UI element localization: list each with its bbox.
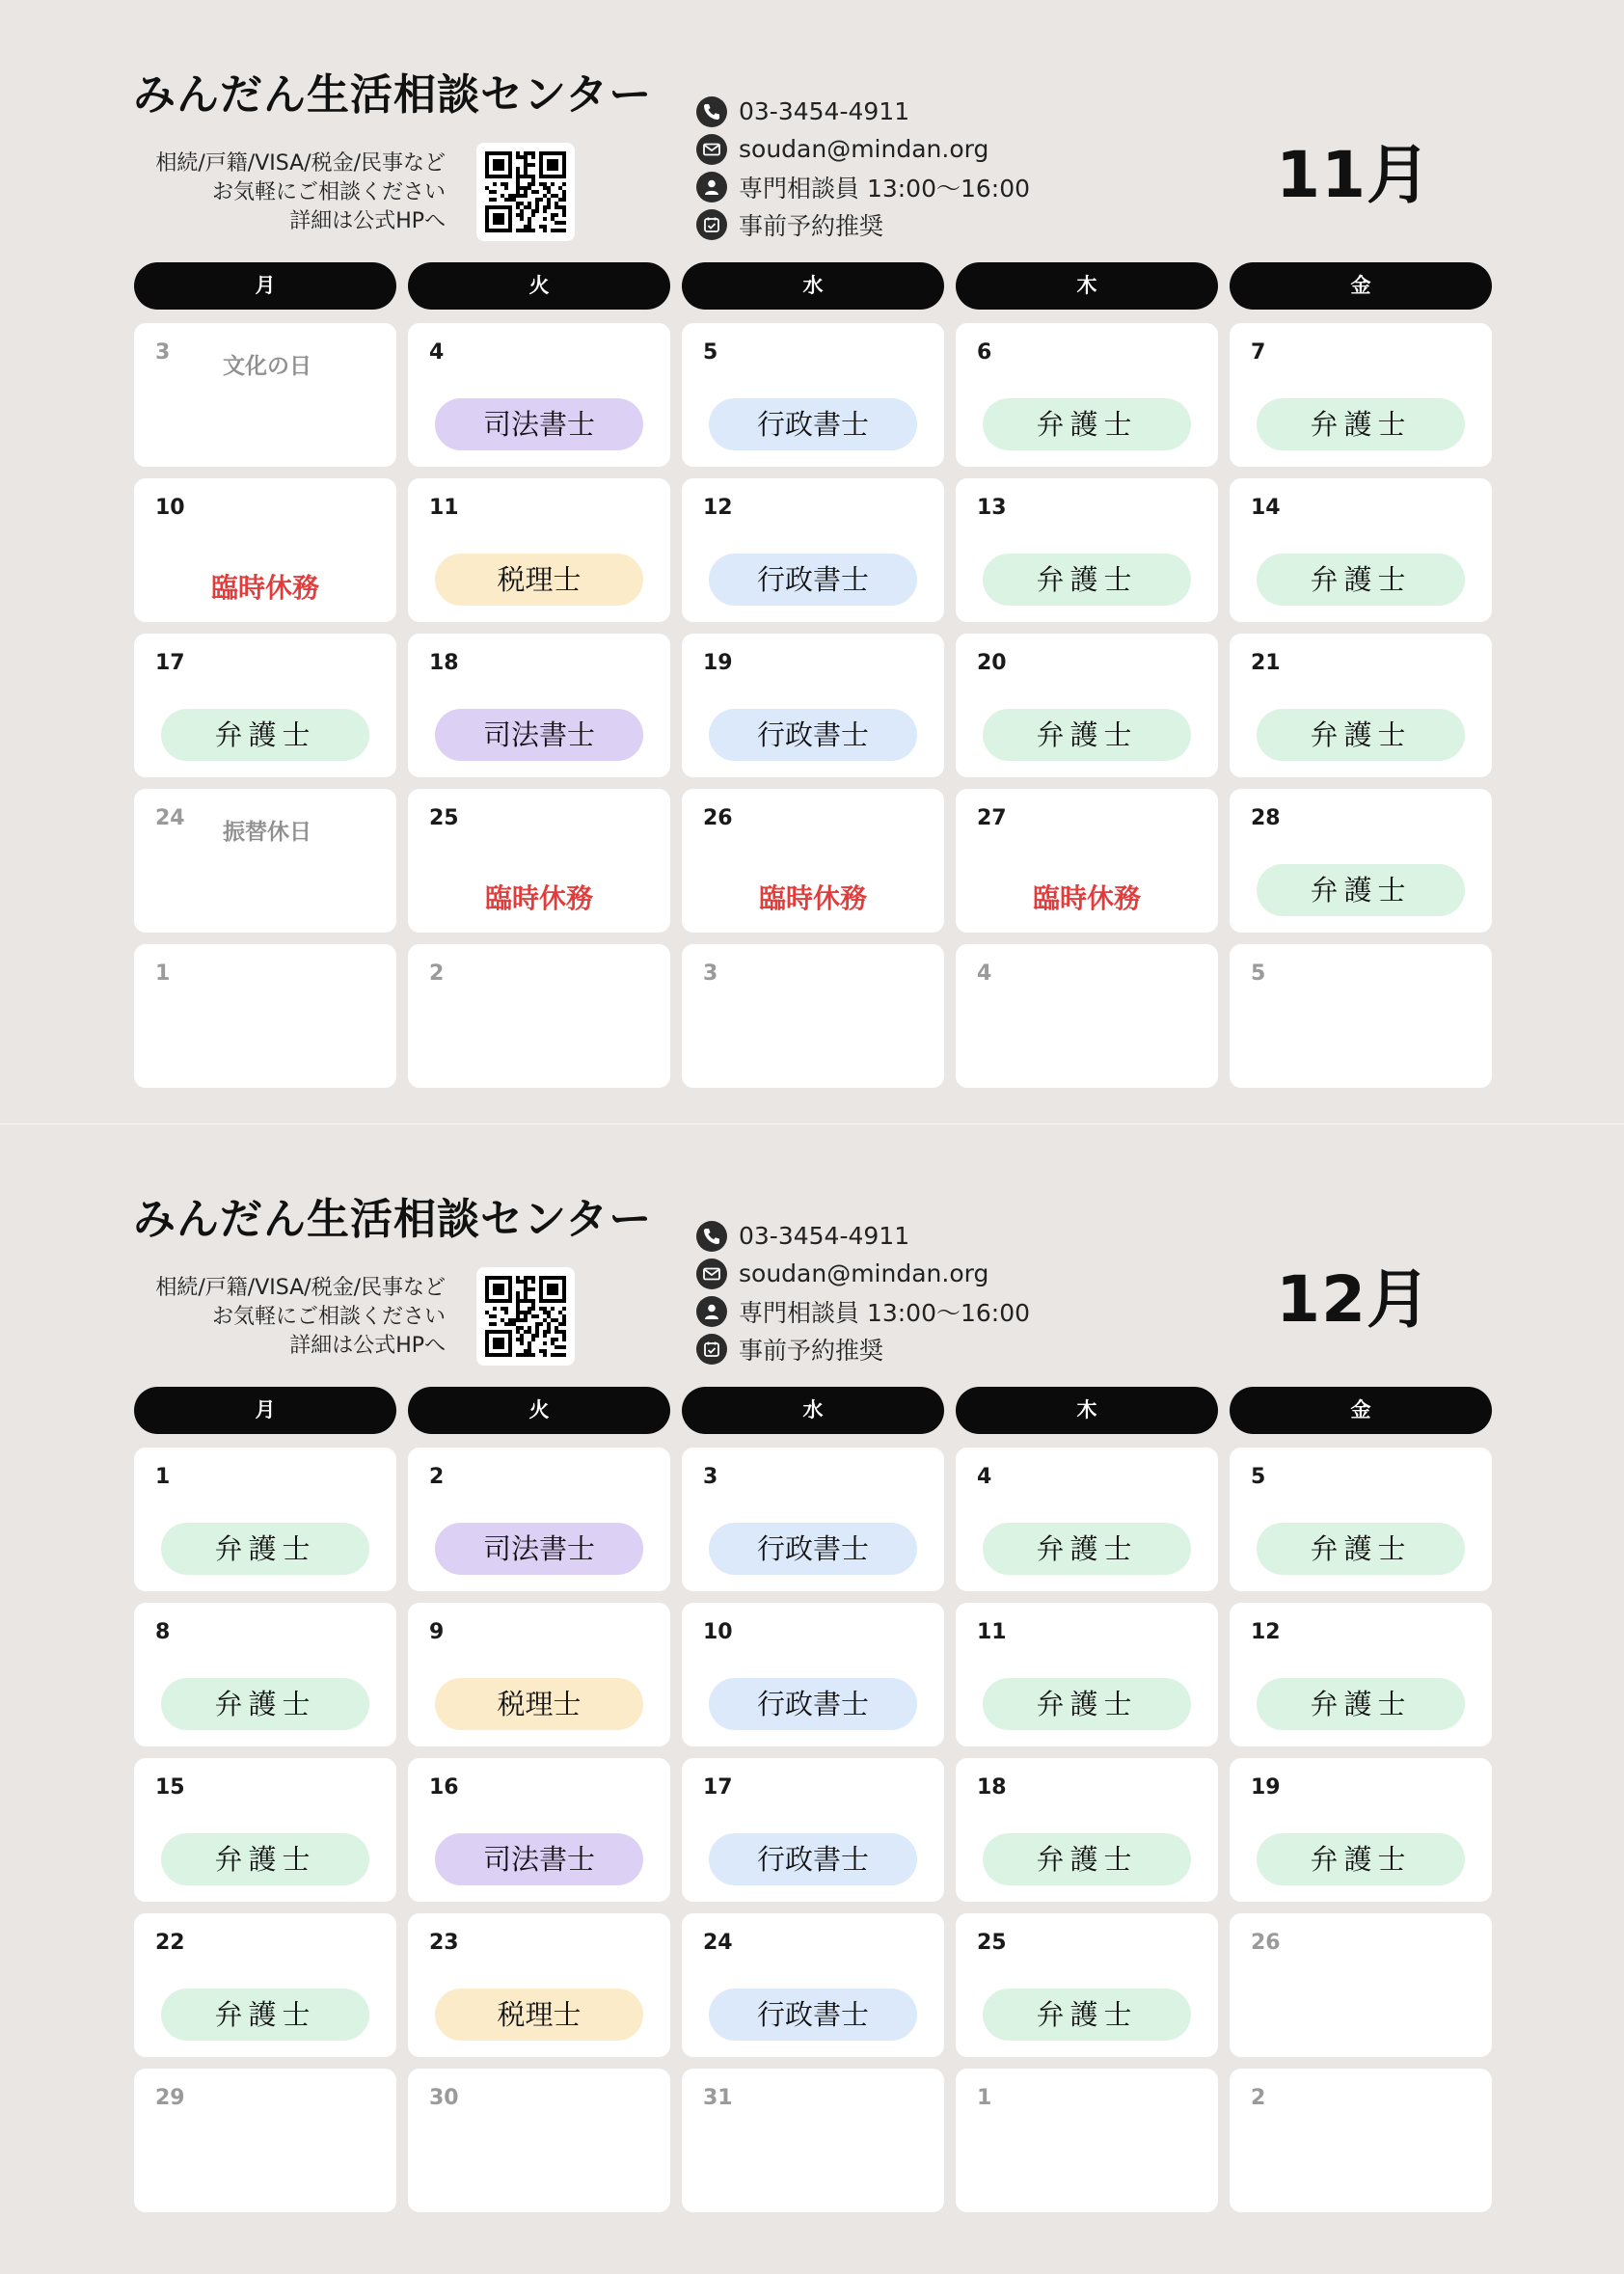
day-cell[interactable] — [682, 1913, 944, 2057]
email-address[interactable]: soudan@mindan.org — [739, 1259, 989, 1287]
day-cell[interactable] — [956, 478, 1218, 622]
day-number: 7 — [1251, 340, 1266, 365]
phone-icon — [696, 1221, 727, 1252]
page-title: みんだん生活相談センター — [133, 70, 653, 120]
day-cell[interactable] — [134, 323, 396, 467]
day-number: 17 — [703, 1775, 733, 1800]
consultant-badge: 司法書士 — [435, 1833, 643, 1885]
consultation-hours: 専門相談員 13:00～16:00 — [739, 1298, 1031, 1327]
qr-code[interactable] — [476, 143, 575, 241]
day-cell[interactable] — [408, 1758, 670, 1902]
day-number: 1 — [977, 2086, 992, 2110]
day-cell[interactable] — [682, 478, 944, 622]
calendar-panel — [0, 0, 1624, 1124]
day-number: 3 — [703, 961, 718, 986]
weekday-label: 金 — [1230, 262, 1492, 310]
mail-icon — [696, 134, 727, 165]
weekday-label: 火 — [408, 1387, 670, 1434]
day-cell[interactable] — [1230, 1758, 1492, 1902]
consultant-badge: 行政書士 — [709, 554, 917, 606]
day-number: 30 — [429, 2086, 459, 2110]
tagline-line: 相続/戸籍/VISA/税金/民事など — [155, 151, 446, 176]
tagline-line: 詳細は公式HPへ — [289, 1334, 446, 1358]
weekday-header — [134, 262, 1492, 310]
day-cell[interactable] — [1230, 789, 1492, 933]
closed-notice: 臨時休務 — [484, 882, 593, 914]
day-number: 2 — [1251, 2086, 1266, 2110]
day-cell[interactable] — [134, 2069, 396, 2212]
calendar-check-icon — [696, 209, 727, 240]
day-cell[interactable] — [1230, 1603, 1492, 1746]
consultant-badge: 弁護士 — [1257, 1833, 1465, 1885]
day-cell[interactable] — [1230, 1913, 1492, 2057]
weekday-label: 金 — [1230, 1387, 1492, 1434]
page-title: みんだん生活相談センター — [133, 1195, 653, 1244]
day-number: 23 — [429, 1931, 459, 1955]
day-number: 9 — [429, 1620, 445, 1644]
day-cell[interactable] — [408, 478, 670, 622]
consultant-badge: 弁護士 — [1257, 554, 1465, 606]
day-number: 28 — [1251, 806, 1281, 830]
contact-info — [696, 1217, 1030, 1367]
day-cell[interactable] — [134, 1448, 396, 1591]
day-cell[interactable] — [956, 1603, 1218, 1746]
closed-notice: 臨時休務 — [210, 572, 319, 604]
day-number: 21 — [1251, 651, 1281, 675]
phone-number-row — [696, 1217, 1030, 1255]
day-number: 1 — [155, 1465, 171, 1489]
day-number: 19 — [1251, 1775, 1281, 1800]
weekday-label: 木 — [956, 1387, 1218, 1434]
day-cell[interactable] — [956, 1758, 1218, 1902]
day-cell[interactable] — [408, 2069, 670, 2212]
consultant-badge: 行政書士 — [709, 398, 917, 450]
weekday-label: 月 — [134, 1387, 396, 1434]
phone-icon — [696, 96, 727, 127]
consultant-badge: 弁護士 — [983, 398, 1191, 450]
day-cell[interactable] — [408, 323, 670, 467]
qr-code[interactable] — [476, 1267, 575, 1366]
mail-icon — [696, 1259, 727, 1289]
calendar-panel — [0, 1124, 1624, 2249]
month-label: 11月 — [1276, 138, 1431, 212]
day-number: 20 — [977, 651, 1007, 675]
tagline-line: 相続/戸籍/VISA/税金/民事など — [155, 1276, 446, 1300]
day-cell[interactable] — [956, 789, 1218, 933]
day-cell[interactable] — [682, 1603, 944, 1746]
consultant-badge: 弁護士 — [161, 1833, 369, 1885]
day-number: 8 — [155, 1620, 171, 1644]
day-number: 6 — [977, 340, 992, 365]
weekday-label: 月 — [134, 262, 396, 310]
tagline — [125, 149, 446, 236]
day-number: 3 — [703, 1465, 718, 1489]
day-cell[interactable] — [682, 1758, 944, 1902]
day-number: 3 — [155, 340, 171, 365]
email-address-row — [696, 1255, 1030, 1292]
consultant-badge: 税理士 — [435, 1989, 643, 2041]
month-label: 12月 — [1276, 1262, 1431, 1337]
day-number: 4 — [977, 1465, 992, 1489]
day-number: 24 — [155, 806, 185, 830]
consultant-badge: 弁護士 — [983, 1678, 1191, 1730]
consultant-badge: 司法書士 — [435, 398, 643, 450]
weekday-label: 水 — [682, 262, 944, 310]
day-number: 10 — [155, 496, 185, 520]
closed-notice: 臨時休務 — [1032, 882, 1141, 914]
day-cell[interactable] — [134, 1758, 396, 1902]
day-cell[interactable] — [682, 944, 944, 1088]
holiday-label: 振替休日 — [223, 820, 311, 845]
day-number: 27 — [977, 806, 1007, 830]
consultant-badge: 行政書士 — [709, 1523, 917, 1575]
calendar-check-icon — [696, 1334, 727, 1365]
consultant-badge: 弁護士 — [1257, 709, 1465, 761]
consultant-badge: 税理士 — [435, 1678, 643, 1730]
day-cell[interactable] — [408, 1603, 670, 1746]
tagline-line: お気軽にご相談ください — [211, 180, 446, 204]
day-cell[interactable] — [956, 323, 1218, 467]
reservation-note: 事前予約推奨 — [739, 1336, 884, 1365]
day-cell[interactable] — [956, 2069, 1218, 2212]
day-number: 5 — [1251, 1465, 1266, 1489]
consultant-badge: 弁護士 — [1257, 1678, 1465, 1730]
day-number: 12 — [1251, 1620, 1281, 1644]
consultant-badge: 弁護士 — [161, 1678, 369, 1730]
closed-notice: 臨時休務 — [758, 882, 867, 914]
day-number: 24 — [703, 1931, 733, 1955]
consultant-badge: 弁護士 — [1257, 864, 1465, 916]
day-cell[interactable] — [134, 1913, 396, 2057]
day-cell[interactable] — [956, 944, 1218, 1088]
day-number: 16 — [429, 1775, 459, 1800]
reservation-note: 事前予約推奨 — [739, 211, 884, 240]
consultant-badge: 弁護士 — [983, 1989, 1191, 2041]
weekday-header — [134, 1387, 1492, 1434]
tagline — [125, 1274, 446, 1361]
day-cell[interactable] — [1230, 944, 1492, 1088]
consultant-badge: 弁護士 — [161, 709, 369, 761]
day-cell[interactable] — [682, 634, 944, 777]
reservation-note-row — [696, 205, 1030, 243]
day-number: 15 — [155, 1775, 185, 1800]
day-number: 4 — [429, 340, 445, 365]
day-number: 31 — [703, 2086, 733, 2110]
day-number: 14 — [1251, 496, 1281, 520]
consultant-badge: 行政書士 — [709, 1678, 917, 1730]
day-cell[interactable] — [408, 1448, 670, 1591]
day-number: 2 — [429, 961, 445, 986]
day-cell[interactable] — [682, 2069, 944, 2212]
day-number: 25 — [977, 1931, 1007, 1955]
day-cell[interactable] — [408, 1913, 670, 2057]
day-cell[interactable] — [408, 634, 670, 777]
day-cell[interactable] — [1230, 2069, 1492, 2212]
day-number: 18 — [977, 1775, 1007, 1800]
consultant-badge: 弁護士 — [983, 709, 1191, 761]
weekday-label: 水 — [682, 1387, 944, 1434]
consultant-badge: 司法書士 — [435, 709, 643, 761]
day-number: 11 — [429, 496, 459, 520]
day-cell[interactable] — [408, 944, 670, 1088]
person-icon — [696, 1296, 727, 1327]
day-number: 11 — [977, 1620, 1007, 1644]
tagline-line: 詳細は公式HPへ — [289, 209, 446, 233]
day-number: 2 — [429, 1465, 445, 1489]
day-cell[interactable] — [134, 634, 396, 777]
day-cell[interactable] — [134, 944, 396, 1088]
day-number: 26 — [1251, 1931, 1281, 1955]
day-cell[interactable] — [682, 323, 944, 467]
phone-number[interactable]: 03-3454-4911 — [739, 1222, 910, 1250]
day-cell[interactable] — [134, 1603, 396, 1746]
consultant-badge: 行政書士 — [709, 709, 917, 761]
day-cell[interactable] — [1230, 634, 1492, 777]
tagline-line: お気軽にご相談ください — [211, 1305, 446, 1329]
day-cell[interactable] — [1230, 323, 1492, 467]
consultant-badge: 行政書士 — [709, 1833, 917, 1885]
consultant-badge: 弁護士 — [983, 554, 1191, 606]
day-number: 18 — [429, 651, 459, 675]
consultation-hours-row — [696, 1292, 1030, 1330]
consultant-badge: 弁護士 — [1257, 398, 1465, 450]
day-number: 12 — [703, 496, 733, 520]
day-cell[interactable] — [134, 478, 396, 622]
phone-number-row — [696, 93, 1030, 130]
day-number: 5 — [703, 340, 718, 365]
day-number: 25 — [429, 806, 459, 830]
day-number: 1 — [155, 961, 171, 986]
day-number: 26 — [703, 806, 733, 830]
holiday-label: 文化の日 — [223, 354, 311, 379]
consultant-badge: 弁護士 — [983, 1833, 1191, 1885]
day-number: 13 — [977, 496, 1007, 520]
consultant-badge: 司法書士 — [435, 1523, 643, 1575]
email-address-row — [696, 130, 1030, 168]
day-cell[interactable] — [682, 789, 944, 933]
day-number: 5 — [1251, 961, 1266, 986]
consultation-hours: 専門相談員 13:00～16:00 — [739, 174, 1031, 203]
weekday-label: 木 — [956, 262, 1218, 310]
calendar-grid — [134, 323, 1492, 1088]
day-number: 10 — [703, 1620, 733, 1644]
consultant-badge: 弁護士 — [161, 1989, 369, 2041]
day-cell[interactable] — [408, 789, 670, 933]
day-cell[interactable] — [1230, 1448, 1492, 1591]
calendar-grid — [134, 1448, 1492, 2212]
phone-number[interactable]: 03-3454-4911 — [739, 97, 910, 125]
person-icon — [696, 172, 727, 203]
consultation-hours-row — [696, 168, 1030, 205]
email-address[interactable]: soudan@mindan.org — [739, 135, 989, 163]
consultant-badge: 税理士 — [435, 554, 643, 606]
weekday-label: 火 — [408, 262, 670, 310]
day-cell[interactable] — [956, 1448, 1218, 1591]
day-number: 22 — [155, 1931, 185, 1955]
day-cell[interactable] — [134, 789, 396, 933]
consultant-badge: 弁護士 — [983, 1523, 1191, 1575]
consultant-badge: 弁護士 — [161, 1523, 369, 1575]
day-number: 19 — [703, 651, 733, 675]
contact-info — [696, 93, 1030, 243]
day-cell[interactable] — [682, 1448, 944, 1591]
day-number: 17 — [155, 651, 185, 675]
consultant-badge: 行政書士 — [709, 1989, 917, 2041]
day-number: 29 — [155, 2086, 185, 2110]
day-cell[interactable] — [1230, 478, 1492, 622]
day-cell[interactable] — [956, 1913, 1218, 2057]
consultant-badge: 弁護士 — [1257, 1523, 1465, 1575]
day-cell[interactable] — [956, 634, 1218, 777]
day-number: 4 — [977, 961, 992, 986]
reservation-note-row — [696, 1330, 1030, 1367]
